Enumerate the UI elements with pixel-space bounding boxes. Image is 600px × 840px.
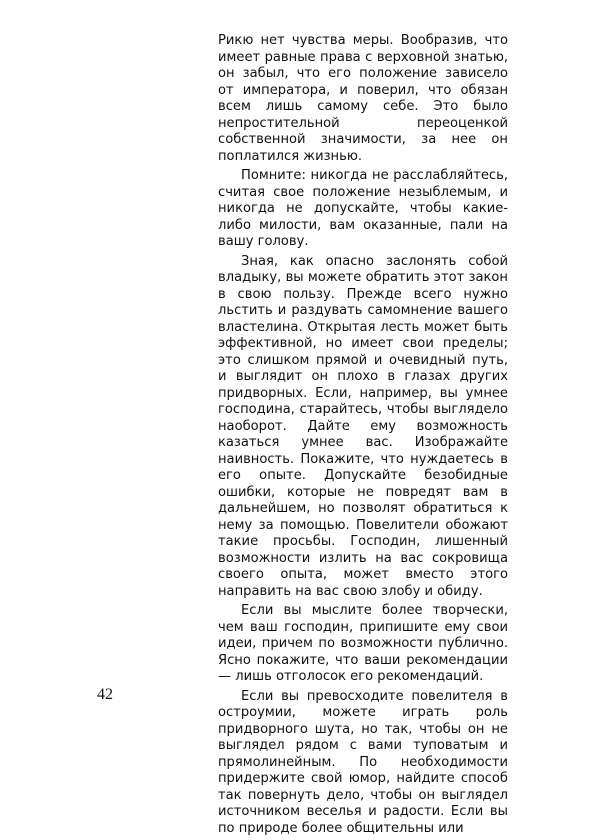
paragraph: Зная, как опасно заслонять собой владыку, вы можете обратить этот закон в свою пользу. Прежде всего нужно льстить и раздувать самомнение вашего властелина. Открытая лесть может быть эффективной, но имеет свои пределы; это слишком прямой и очевидный путь, и выглядит он плохо в глазах других придворных. Если, например, вы умнее господина, старайтесь, чтобы выглядело наоборот. Дайте ему возможность казаться умнее вас. Изображайте наивность. Покажите, что нуждаетесь в его опыте. Допускайте безобидные ошибки, которые не повредят вам в дальнейшем, но позволят обратиться к нему за помощью. Повелители обожают такие просьбы. Господин, лишенный возможности излить на вас сокровища своего опыта, может вместо этого направить на вас свою злобу и обиду. (218, 253, 508, 599)
paragraph: Если вы мыслите более творчески, чем ваш господин, припишите ему свои идеи, причем по возможности публично. Ясно покажите, что ваши рекомендации — лишь отголосок его рекомендаций. (218, 603, 508, 684)
text-column (218, 33, 508, 840)
page-number: 42 (97, 686, 113, 703)
paragraph: Помните: никогда не расслабляйтесь, считая свое положение незыблемым, и никогда не допускайте, чтобы какие-либо милости, вам оказанные, пали на вашу голову. (218, 168, 508, 249)
paragraph: Если вы превосходите повелителя в остроумии, можете играть роль придворного шута, но так, чтобы он не выглядел рядом с вами туповатым и прямолинейным. По необходимости придержите свой юмор, найдите способ так повернуть дело, чтобы он выглядел источником веселья и радости. Если вы по природе более общительны или (218, 688, 508, 836)
paragraph: Рикю нет чувства меры. Вообразив, что имеет равные права с верховной знатью, он забыл, что его положение зависело от императора, и поверил, что обязан всем лишь самому себе. Это было непростительной переоценкой собственной значимости, за нее он поплатился жизнью. (218, 33, 508, 164)
